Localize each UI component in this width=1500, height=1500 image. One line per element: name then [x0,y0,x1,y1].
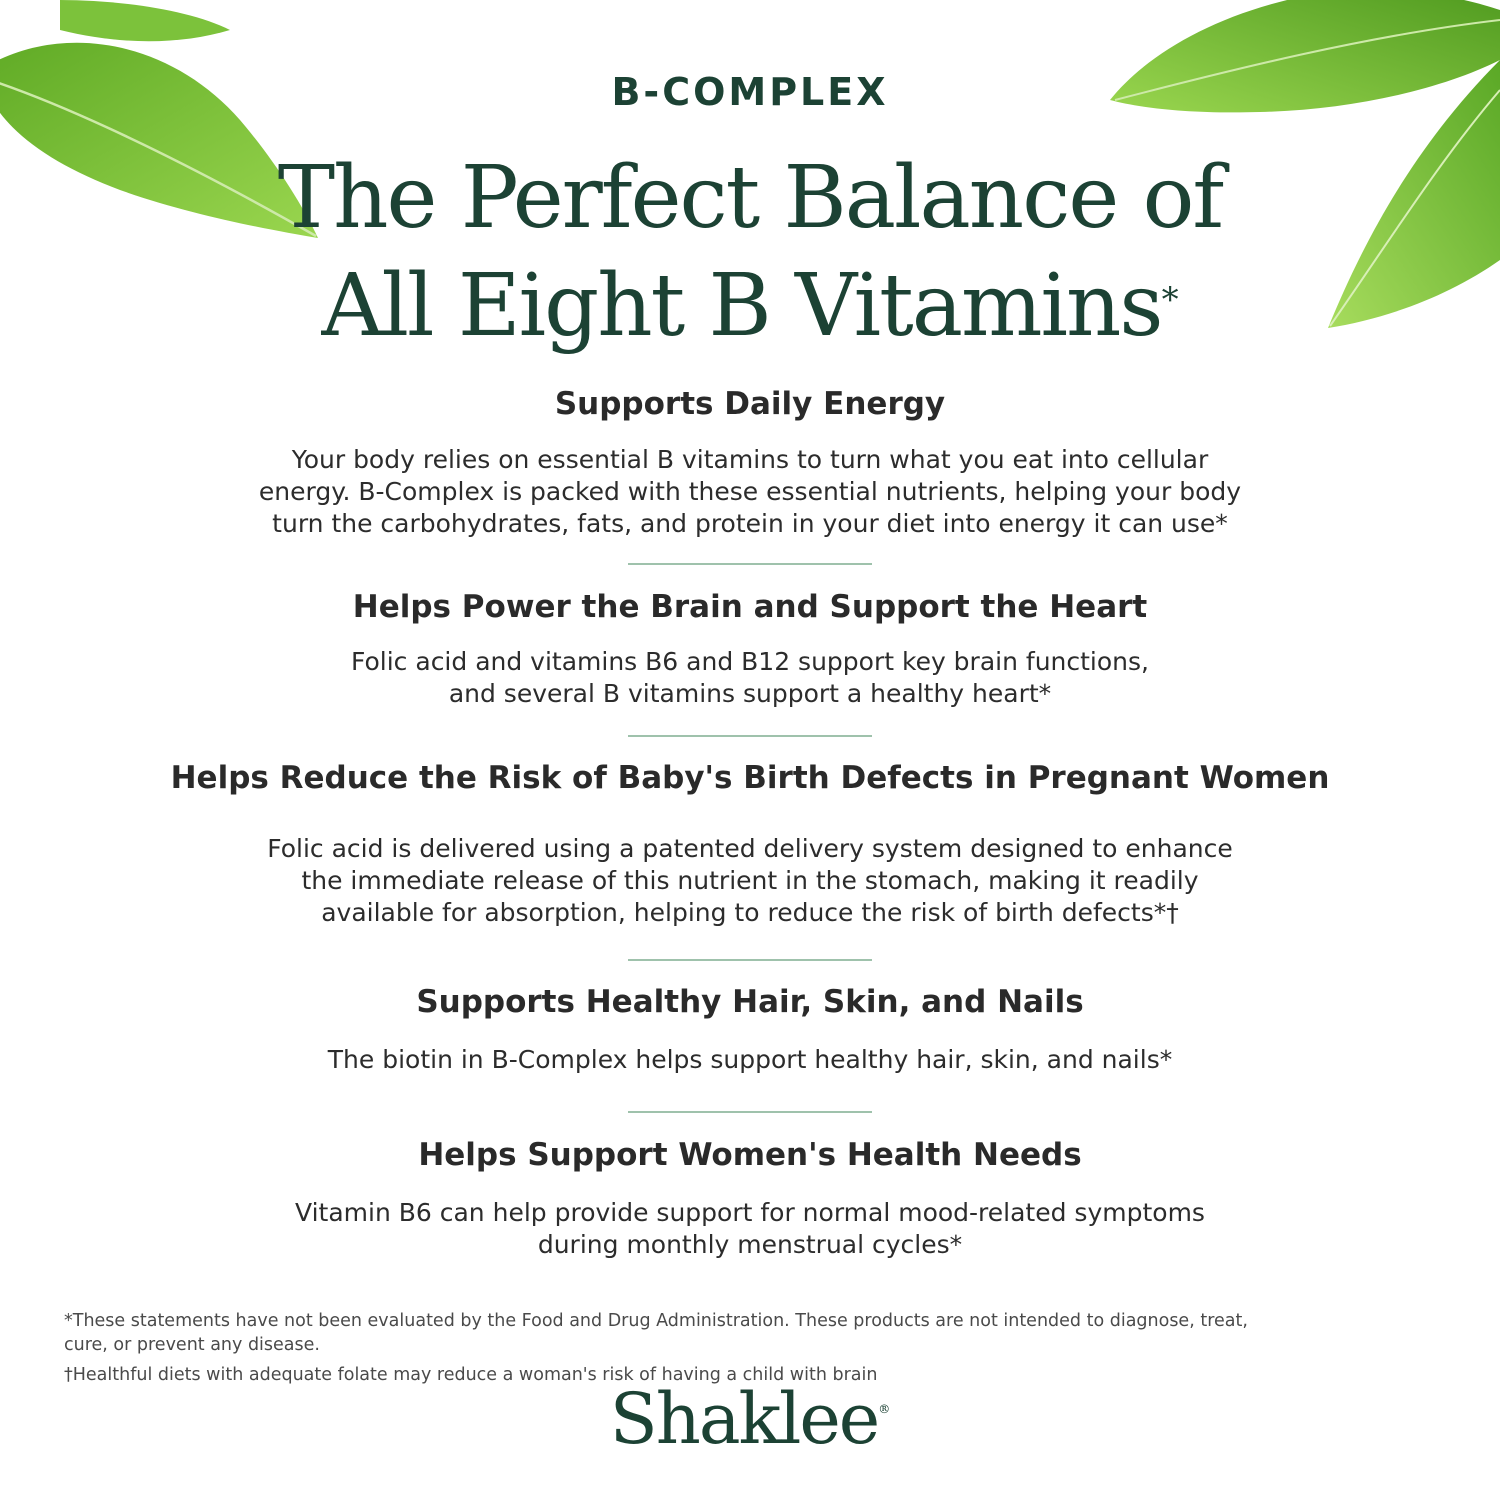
section-body-birth-defects [0,833,1500,929]
fda-disclaimer [64,1309,1444,1357]
body-line: during monthly menstrual cycles* [537,1230,963,1259]
section-body-womens-health [0,1197,1500,1261]
body-line: Your body relies on essential B vitamins to turn what you eat into cellular [291,445,1209,474]
shaklee-logo [0,1378,1500,1460]
section-title-womens-health: Helps Support Women's Health Needs [418,1137,1082,1173]
body-line: Folic acid and vitamins B6 and B12 support key brain functions, [351,647,1149,676]
section-title-brain-heart: Helps Power the Brain and Support the Heart [352,589,1148,625]
section-body-energy [0,444,1500,540]
section-title-hair-skin-nails: Supports Healthy Hair, Skin, and Nails [416,984,1084,1020]
section-title-birth-defects: Helps Reduce the Risk of Baby's Birth Defects in Pregnant Women [170,760,1330,796]
headline-line-1: The Perfect Balance of [277,148,1223,248]
section-body-brain-heart [0,646,1500,710]
body-line: turn the carbohydrates, fats, and protein in your diet into energy it can use* [272,509,1228,538]
body-line: the immediate release of this nutrient in the stomach, making it readily [301,866,1199,895]
body-line: Folic acid is delivered using a patented delivery system designed to enhance [267,834,1233,863]
headline-asterisk: * [1161,280,1179,320]
section-divider [628,735,872,737]
headline-line-2 [0,258,1500,354]
section-title-energy: Supports Daily Energy [554,386,946,422]
section-divider [628,1111,872,1113]
section-divider [628,959,872,961]
body-line: Vitamin B6 can help provide support for normal mood-related symptoms [295,1198,1205,1227]
body-line: The biotin in B-Complex helps support healthy hair, skin, and nails* [327,1045,1173,1074]
headline-line-2-text: All Eight B Vitamins [321,256,1162,356]
section-divider [628,563,872,565]
body-line: energy. B-Complex is packed with these essential nutrients, helping your body [258,477,1242,506]
product-kicker: B-COMPLEX [611,70,889,114]
body-line: available for absorption, helping to reduce the risk of birth defects*† [321,898,1179,927]
logo-text: Shaklee [609,1378,879,1460]
section-body-hair-skin-nails [0,1044,1500,1076]
registered-mark: ® [878,1402,891,1416]
body-line: and several B vitamins support a healthy heart* [448,679,1052,708]
folate-footnote: †Healthful diets with adequate folate may reduce a woman's risk of having a child with brain [64,1365,878,1385]
footnote-line: *These statements have not been evaluated by the Food and Drug Administration. These products are not intended to diagnose, treat, [64,1311,1248,1331]
footnote-line: cure, or prevent any disease. [64,1335,320,1355]
